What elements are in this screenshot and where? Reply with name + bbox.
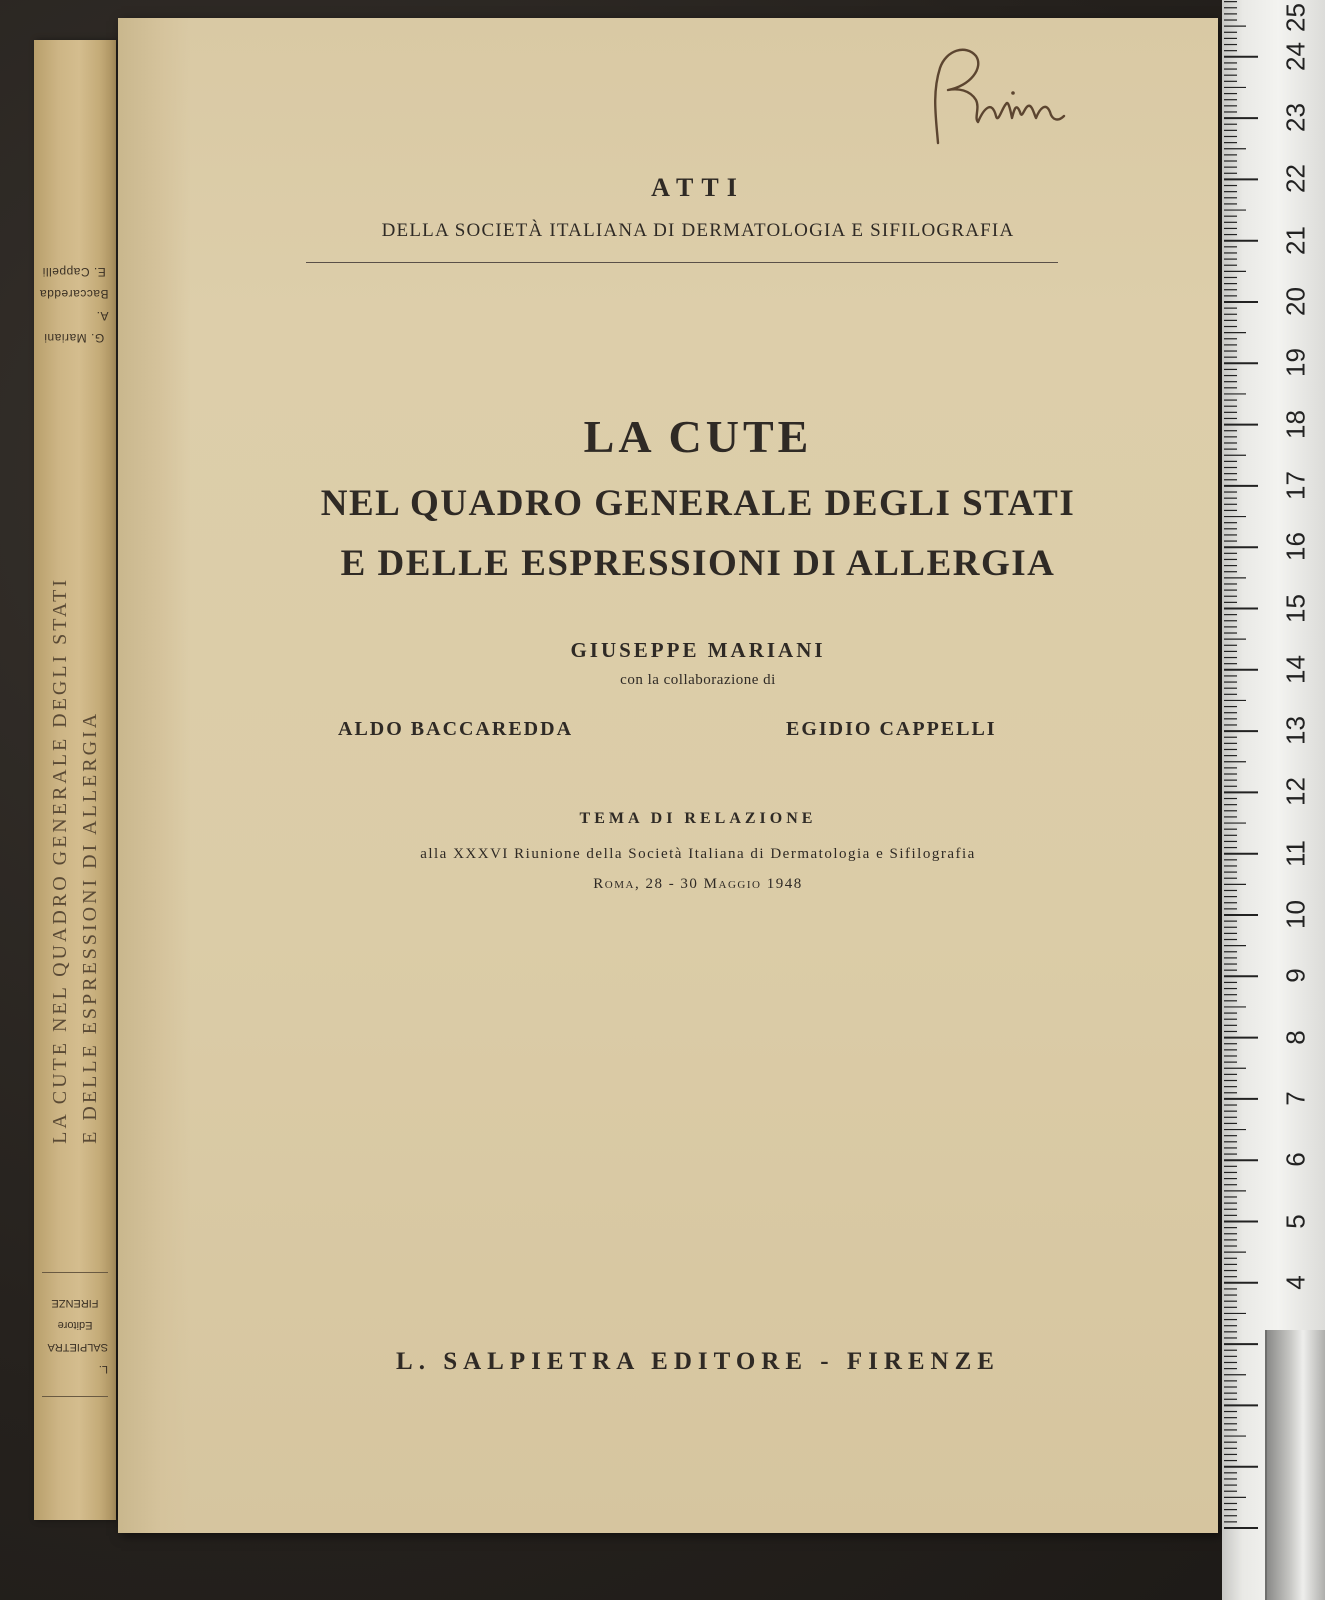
book-cover: [118, 18, 1218, 1533]
ruler-number: 13: [1280, 716, 1311, 746]
book-subtitle-line1: NEL QUADRO GENERALE DEGLI STATI: [320, 483, 1076, 524]
handwritten-signature: [918, 38, 1078, 148]
ruler-number: 19: [1280, 348, 1311, 378]
ruler-number: 8: [1280, 1029, 1311, 1045]
series-label: ATTI: [651, 173, 745, 202]
ruler-number: 22: [1280, 164, 1311, 194]
spine-divider: [42, 1396, 108, 1397]
ruler-number: 18: [1280, 409, 1311, 439]
spine-title: [34, 480, 116, 1240]
main-author: GIUSEPPE MARIANI: [570, 638, 826, 662]
ruler-number: 14: [1280, 654, 1311, 684]
theme-label: TEMA DI RELAZIONE: [579, 810, 817, 827]
ruler-number: 23: [1280, 103, 1311, 133]
book-title: LA CUTE: [583, 411, 813, 462]
ruler-number: 17: [1280, 470, 1311, 500]
ruler-number: 20: [1280, 287, 1311, 316]
place-and-date: Roma, 28 - 30 Maggio 1948: [593, 876, 803, 892]
spine-publisher-line: L. SALPIETRA: [47, 1341, 108, 1375]
ruler-number: 10: [1280, 900, 1311, 929]
spine-title-line: E DELLE ESPRESSIONI DI ALLERGIA: [79, 710, 101, 1144]
ruler-number: 24: [1280, 41, 1311, 71]
ruler-number: 12: [1280, 777, 1311, 807]
spine-author: G. Mariani: [43, 331, 105, 345]
collaboration-note: con la collaborazione di: [620, 672, 776, 688]
ruler-number: 6: [1280, 1152, 1311, 1167]
spine-divider: [42, 1272, 108, 1273]
ruler-number: 5: [1280, 1213, 1311, 1229]
society-name: DELLA SOCIETÀ ITALIANA DI DERMATOLOGIA E SIFILOGRAFIA: [381, 220, 1015, 241]
ruler-number: 21: [1280, 225, 1311, 255]
spine-title-text: [45, 577, 105, 1144]
coauthor-1: ALDO BACCAREDDA: [338, 718, 574, 740]
spine-publisher-line: FIRENZE: [51, 1297, 99, 1309]
meeting-description: alla XXXVI Riunione della Società Italiana di Dermatologia e Sifilografia: [420, 846, 976, 862]
spine-publisher-line: Editore: [57, 1319, 93, 1331]
header-rule: [306, 262, 1058, 263]
spine-author: E. Cappelli: [42, 265, 106, 279]
spine-author: A. Baccaredda: [39, 287, 109, 323]
spine-authors: [39, 250, 109, 360]
ruler-number: 11: [1280, 839, 1311, 867]
ruler-number: 4: [1280, 1275, 1311, 1290]
book-spine: [34, 40, 116, 1520]
cover-fold-shadow: [118, 18, 190, 1533]
book-subtitle-line2: E DELLE ESPRESSIONI DI ALLERGIA: [340, 543, 1056, 584]
ruler-number: 7: [1280, 1091, 1311, 1106]
ruler-number: 15: [1280, 593, 1311, 623]
ruler-number: 25: [1280, 3, 1311, 32]
metal-clip: [1265, 1330, 1325, 1600]
ruler-number: 9: [1280, 968, 1311, 984]
spine-title-line: LA CUTE NEL QUADRO GENERALE DEGLI STATI: [49, 576, 71, 1144]
ruler-number: 16: [1280, 532, 1311, 562]
spine-publisher: [42, 1284, 108, 1388]
publisher-line: L. SALPIETRA EDITORE - FIRENZE: [396, 1348, 1000, 1375]
coauthor-2: EGIDIO CAPPELLI: [786, 718, 997, 740]
